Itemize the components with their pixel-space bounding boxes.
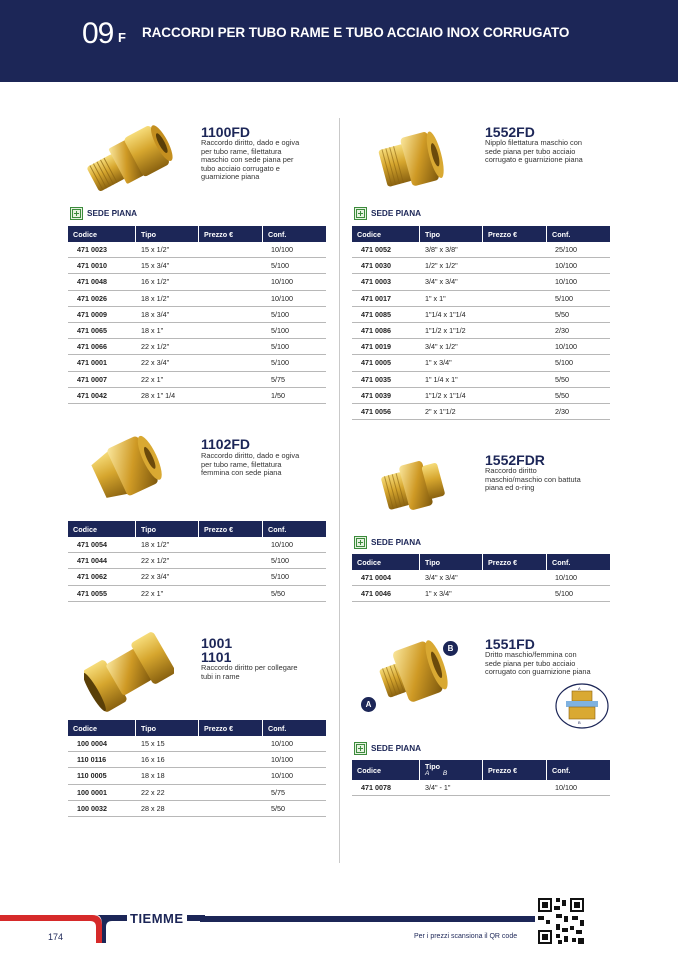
table-body [352, 242, 610, 420]
col-tipo-sub [425, 770, 447, 777]
table-row [68, 372, 326, 388]
cell-codice: 110 0116 [77, 755, 107, 765]
cell-conf: 1/50 [271, 390, 285, 400]
table-header [352, 554, 610, 570]
desc-line: femmina con sede piana [201, 468, 282, 478]
page-header [0, 0, 678, 82]
cell-conf: 10/100 [271, 293, 293, 303]
fitting-1551fd-image [378, 640, 450, 706]
table-row [352, 258, 610, 274]
product-description [201, 452, 299, 478]
table-row [68, 586, 326, 602]
desc-line: Raccordo diritto [485, 466, 537, 475]
cell-tipo: 22 x 22 [141, 787, 165, 797]
cell-codice: 471 0003 [361, 277, 391, 287]
col-prezzo: Prezzo € [483, 226, 547, 242]
desc-line: corrugato con guarnizione piana [485, 667, 591, 677]
cell-tipo: 22 x 1" [141, 374, 164, 384]
table-row [68, 388, 326, 404]
cell-conf: 5/50 [555, 309, 569, 319]
table-row [352, 388, 610, 404]
col-codice: Codice [352, 554, 420, 570]
cell-codice: 471 0052 [361, 245, 391, 255]
col-codice: Codice [68, 720, 136, 736]
page-number: 174 [48, 932, 64, 942]
table-body [352, 570, 610, 602]
cell-codice: 471 0035 [361, 374, 391, 384]
product-description [485, 467, 581, 493]
cell-codice: 471 0017 [361, 293, 391, 303]
table-1552fdr [352, 554, 610, 602]
desc-line: Dritto maschio/femmina con [485, 650, 577, 659]
badge-b: B [443, 641, 458, 656]
cell-codice: 471 0054 [77, 540, 107, 550]
cell-conf: 2/30 [555, 326, 569, 336]
cell-tipo: 3/8" x 3/8" [425, 245, 458, 255]
cell-codice: 471 0030 [361, 261, 391, 271]
col-codice: Codice [352, 226, 420, 242]
table-1001 [68, 720, 326, 817]
cell-codice: 110 0005 [77, 771, 107, 781]
product-code: 1552FD [485, 124, 535, 140]
cell-conf: 5/75 [271, 787, 285, 797]
cell-conf: 10/100 [271, 540, 293, 550]
desc-line: maschio con sede piana per [201, 155, 294, 165]
cell-tipo: 22 x 1/2" [141, 342, 170, 352]
cell-tipo: 3/4" x 3/4" [425, 277, 458, 287]
cell-tipo: 22 x 1" [141, 588, 164, 598]
qr-code-icon[interactable] [536, 896, 586, 946]
flat-seat-icon [354, 207, 367, 220]
fitting-1100fd-image [84, 122, 176, 198]
cell-codice: 471 0026 [77, 293, 107, 303]
cell-codice: 471 0086 [361, 326, 391, 336]
sede-piana-label [354, 206, 421, 220]
cell-conf: 10/100 [555, 261, 577, 271]
cell-codice: 471 0009 [77, 309, 107, 319]
tipo-sub-a: A [425, 770, 430, 777]
table-row [352, 404, 610, 420]
col-conf: Conf. [552, 765, 571, 775]
table-row [68, 801, 326, 817]
table-row [352, 274, 610, 290]
cell-tipo: 18 x 3/4" [141, 309, 170, 319]
table-1100fd [68, 226, 326, 404]
cell-conf: 5/100 [271, 358, 289, 368]
diagram-label-b: B [578, 720, 581, 725]
desc-line: tubi in rame [201, 671, 240, 681]
sede-piana-label [354, 535, 421, 549]
cell-tipo: 15 x 1/2" [141, 245, 170, 255]
col-prezzo: Prezzo € [483, 760, 547, 780]
table-1551fd [352, 760, 610, 796]
cell-codice: 100 0001 [77, 787, 107, 797]
table-row [68, 242, 326, 258]
table-header [68, 521, 326, 537]
sede-piana-text: SEDE PIANA [371, 537, 422, 547]
cell-codice: 471 0042 [77, 390, 107, 400]
table-row [68, 307, 326, 323]
cell-tipo: 3/4" - 1" [425, 783, 451, 793]
table-row [352, 780, 610, 796]
cell-tipo: 1"1/2 x 1"1/4 [425, 390, 466, 400]
flat-seat-icon [354, 536, 367, 549]
cell-codice: 471 0078 [361, 783, 391, 793]
table-1102fd [68, 521, 326, 602]
cell-tipo: 22 x 3/4" [141, 572, 170, 582]
cell-conf: 10/100 [271, 245, 293, 255]
col-codice: Codice [68, 226, 136, 242]
cell-codice: 471 0056 [361, 406, 391, 416]
fitting-1102fd-image [88, 432, 168, 504]
cell-codice: 471 0004 [361, 573, 391, 583]
cell-tipo: 16 x 1/2" [141, 277, 170, 287]
cell-conf: 5/100 [271, 309, 289, 319]
cell-conf: 10/100 [271, 755, 293, 765]
table-row [68, 768, 326, 784]
desc-line: piana ed o-ring [485, 483, 535, 493]
table-header [68, 226, 326, 242]
product-description [485, 139, 583, 165]
table-row [352, 570, 610, 586]
table-row [68, 274, 326, 290]
table-row [68, 569, 326, 585]
brand-logo-text: TIEMME [127, 911, 187, 926]
table-row [68, 553, 326, 569]
cell-conf: 5/100 [271, 342, 289, 352]
cell-codice: 471 0010 [77, 261, 107, 271]
cell-conf: 5/50 [555, 390, 569, 400]
cell-codice: 471 0001 [77, 358, 107, 368]
cell-conf: 10/100 [555, 277, 577, 287]
desc-line: corrugato e guarnizione piana [485, 155, 583, 165]
cell-codice: 471 0085 [361, 309, 391, 319]
col-tipo: Tipo [420, 226, 483, 242]
badge-a: A [361, 697, 376, 712]
sede-piana-text: SEDE PIANA [371, 743, 422, 753]
qr-caption: Per i prezzi scansiona il QR code [414, 933, 518, 940]
col-conf: Conf. [268, 524, 287, 534]
cell-codice: 471 0019 [361, 342, 391, 352]
product-code: 1001 [201, 635, 233, 651]
section-suffix: F [118, 30, 126, 45]
col-tipo: Tipo [136, 720, 199, 736]
cell-conf: 10/100 [271, 739, 293, 749]
col-conf: Conf. [268, 723, 287, 733]
col-tipo-label: Tipo [425, 762, 441, 771]
desc-line: sede piana per tubo acciaio [485, 146, 576, 156]
cell-codice: 471 0023 [77, 245, 107, 255]
cell-codice: 471 0005 [361, 358, 391, 368]
cell-tipo: 28 x 1" 1/4 [141, 390, 176, 400]
cell-conf: 5/100 [271, 556, 289, 566]
cell-conf: 5/100 [271, 572, 289, 582]
cell-codice: 471 0065 [77, 326, 107, 336]
col-tipo: Tipo [136, 226, 199, 242]
desc-line: Raccordo diritto, dado e ogiva [201, 451, 300, 460]
cell-tipo: 28 x 28 [141, 803, 165, 813]
table-header [352, 760, 610, 780]
cell-codice: 471 0046 [361, 589, 391, 599]
fitting-1552fd-image [376, 128, 448, 194]
sede-piana-label [70, 206, 137, 220]
table-row [352, 355, 610, 371]
desc-line: Nipplo filettatura maschio con [485, 138, 582, 147]
table-body [68, 242, 326, 404]
flat-seat-icon [354, 742, 367, 755]
table-row [68, 785, 326, 801]
cell-conf: 5/100 [271, 261, 289, 271]
sede-piana-label [354, 741, 421, 755]
table-body [68, 736, 326, 817]
cell-tipo: 18 x 1/2" [141, 293, 170, 303]
col-conf: Conf. [552, 557, 571, 567]
cell-tipo: 1/2" x 1/2" [425, 261, 458, 271]
table-row [68, 258, 326, 274]
table-row [352, 323, 610, 339]
cell-tipo: 3/4" x 3/4" [425, 573, 458, 583]
cell-tipo: 18 x 1/2" [141, 540, 170, 550]
cell-codice: 471 0048 [77, 277, 107, 287]
cell-conf: 5/75 [271, 374, 285, 384]
cell-codice: 471 0039 [361, 390, 391, 400]
table-body [68, 537, 326, 602]
col-prezzo: Prezzo € [199, 720, 263, 736]
flat-seat-diagram-icon [554, 682, 610, 730]
table-body [352, 780, 610, 796]
col-tipo [420, 760, 483, 780]
cell-conf: 10/100 [555, 342, 577, 352]
cell-tipo: 2" x 1"1/2 [425, 406, 456, 416]
col-codice: Codice [352, 760, 420, 780]
sede-piana-text: SEDE PIANA [87, 208, 138, 218]
cell-conf: 5/100 [555, 589, 573, 599]
cell-conf: 5/100 [555, 293, 573, 303]
table-row [352, 242, 610, 258]
table-row [352, 291, 610, 307]
cell-conf: 5/50 [271, 803, 285, 813]
product-code: 1100FD [201, 124, 251, 140]
cell-tipo: 18 x 18 [141, 771, 165, 781]
table-row [352, 372, 610, 388]
cell-conf: 10/100 [271, 277, 293, 287]
table-row [68, 323, 326, 339]
cell-conf: 10/100 [555, 783, 577, 793]
cell-conf: 2/30 [555, 406, 569, 416]
cell-tipo: 22 x 3/4" [141, 358, 170, 368]
cell-tipo: 1" x 3/4" [425, 358, 452, 368]
table-1552fd [352, 226, 610, 420]
cell-tipo: 1" x 3/4" [425, 589, 452, 599]
table-row [352, 307, 610, 323]
cell-tipo: 15 x 15 [141, 739, 165, 749]
fitting-1001-image [84, 632, 174, 712]
cell-tipo: 18 x 1" [141, 326, 164, 336]
product-description [485, 651, 591, 677]
sede-piana-text: SEDE PIANA [371, 208, 422, 218]
product-description [201, 664, 298, 681]
cell-tipo: 3/4" x 1/2" [425, 342, 458, 352]
cell-conf: 5/100 [555, 358, 573, 368]
tipo-sub-b: B [442, 770, 448, 777]
cell-tipo: 16 x 16 [141, 755, 165, 765]
fitting-1552fdr-image [380, 455, 448, 517]
table-header [68, 720, 326, 736]
cell-tipo: 1" x 1" [425, 293, 446, 303]
table-header [352, 226, 610, 242]
table-row [68, 339, 326, 355]
product-code: 1552FDR [485, 452, 545, 468]
footer-bar [200, 916, 535, 922]
desc-line: Raccordo diritto, dado e ogiva [201, 138, 300, 147]
table-row [68, 752, 326, 768]
col-tipo: Tipo [136, 521, 199, 537]
col-conf: Conf. [268, 229, 287, 239]
cell-conf: 10/100 [555, 573, 577, 583]
cell-codice: 100 0032 [77, 803, 107, 813]
cell-tipo: 22 x 1/2" [141, 556, 170, 566]
cell-conf: 5/100 [271, 326, 289, 336]
cell-tipo: 1" 1/4 x 1" [425, 374, 458, 384]
cell-codice: 471 0062 [77, 572, 107, 582]
desc-line: sede piana per tubo acciaio [485, 658, 576, 668]
col-prezzo: Prezzo € [199, 226, 263, 242]
cell-codice: 471 0044 [77, 556, 107, 566]
product-description [201, 139, 299, 182]
desc-line: per tubo rame, filettatura [201, 459, 282, 469]
product-code-alt: 1101 [201, 649, 232, 665]
cell-tipo: 1"1/4 x 1"1/4 [425, 309, 466, 319]
desc-line: maschio/maschio con battuta [485, 474, 581, 484]
col-prezzo: Prezzo € [199, 521, 263, 537]
table-row [68, 537, 326, 553]
desc-line: per tubo rame, filettatura [201, 146, 282, 156]
flat-seat-icon [70, 207, 83, 220]
table-row [352, 339, 610, 355]
col-codice: Codice [68, 521, 136, 537]
cell-tipo: 1"1/2 x 1"1/2 [425, 326, 466, 336]
desc-line: tubo acciaio corrugato e [201, 163, 280, 173]
diagram-label-a: A [578, 686, 581, 691]
product-code: 1551FD [485, 636, 535, 652]
cell-conf: 5/50 [271, 588, 285, 598]
cell-codice: 100 0004 [77, 739, 107, 749]
section-number: 09 [82, 17, 114, 50]
table-row [352, 586, 610, 602]
cell-codice: 471 0007 [77, 374, 107, 384]
col-tipo: Tipo [420, 554, 483, 570]
cell-conf: 5/50 [555, 374, 569, 384]
cell-codice: 471 0066 [77, 342, 107, 352]
product-code: 1102FD [201, 436, 251, 452]
desc-line: Raccordo diritto per collegare [201, 663, 298, 672]
column-divider [339, 118, 340, 863]
cell-conf: 25/100 [555, 245, 577, 255]
cell-tipo: 15 x 3/4" [141, 261, 170, 271]
cell-conf: 10/100 [271, 771, 293, 781]
table-row [68, 355, 326, 371]
section-title: RACCORDI PER TUBO RAME E TUBO ACCIAIO INOX CORRUGATO [142, 25, 570, 40]
col-prezzo: Prezzo € [483, 554, 547, 570]
cell-codice: 471 0055 [77, 588, 107, 598]
desc-line: guarnizione piana [201, 172, 260, 182]
table-row [68, 736, 326, 752]
table-row [68, 291, 326, 307]
col-conf: Conf. [552, 229, 571, 239]
